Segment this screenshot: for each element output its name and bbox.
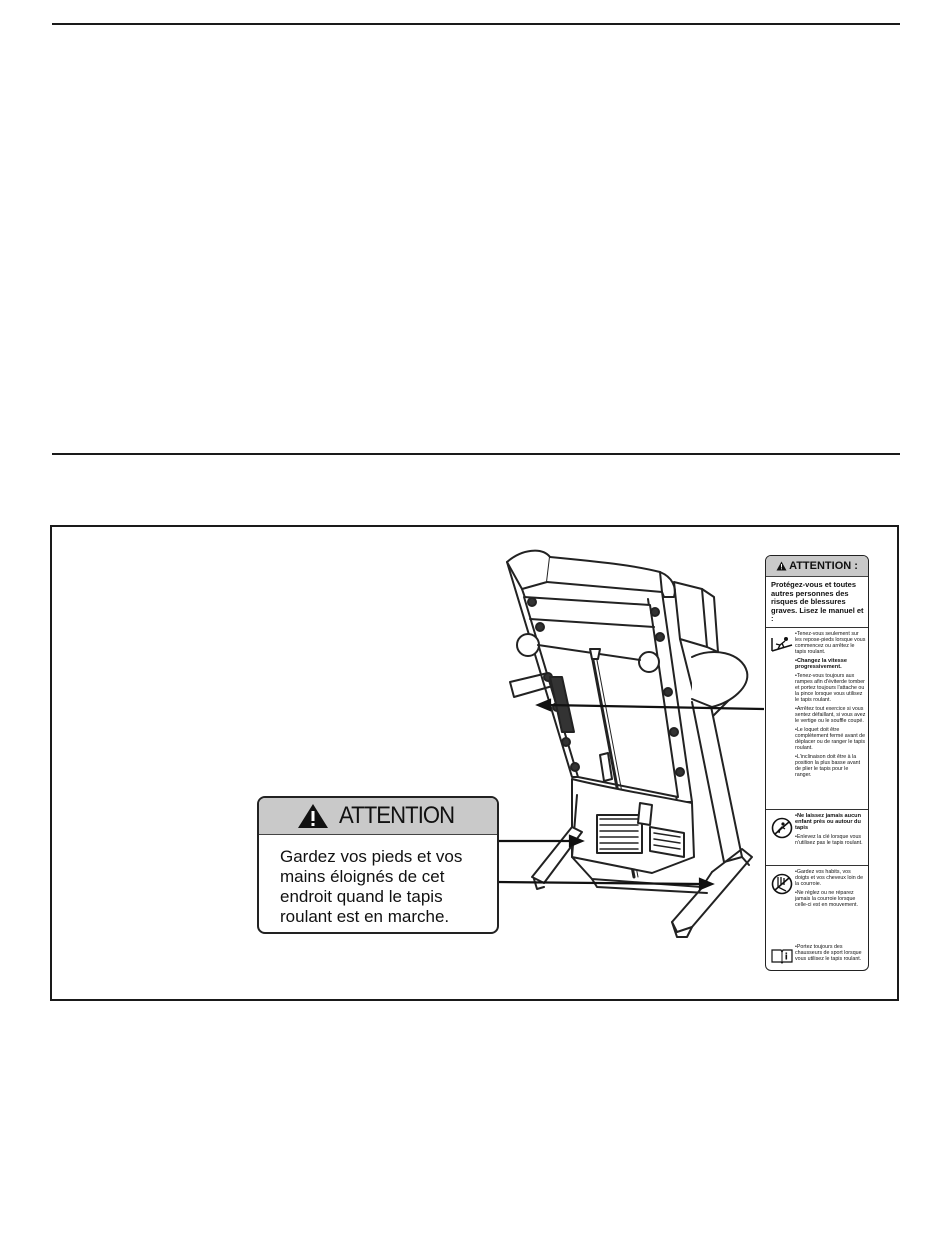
- tall-decal-line: •Tenez-vous toujours aux rampes afin d'éviterde tomber et portez toujours l'attache ou la pince lorsque vous utilisez le tapis roulant.: [795, 672, 865, 703]
- tall-decal-section-treadmill: [766, 627, 868, 809]
- tall-decal-line: •Enlevez la clé lorsque vous n'utilisez pas le tapis roulant.: [795, 833, 863, 846]
- large-decal-header: [259, 798, 497, 835]
- large-decal-title: ATTENTION: [339, 802, 455, 829]
- tall-attention-decal: [765, 555, 869, 971]
- tall-decal-line: •L'inclinaison doit être à la position la plus basse avant de plier le tapis pour le ranger.: [795, 753, 861, 778]
- tall-decal-line: •Tenez-vous seulement sur les repose-pieds lorsque vous commencez ou arrêtez le tapis roulant.: [795, 630, 866, 655]
- tall-decal-line: •Ne laissez jamais aucun enfant près ou autour du tapis: [795, 812, 862, 831]
- tall-decal-section-children: [766, 809, 868, 865]
- tall-decal-line: •Portez toujours des chausseurs de sport lorsque vous utilisez le tapis roulant.: [795, 943, 862, 962]
- tall-decal-intro: Protégez-vous et toutes autres personnes des risques de blessures graves. Lisez le manuel et :: [771, 580, 864, 623]
- middle-rule: [52, 453, 900, 455]
- large-attention-decal: [257, 796, 499, 934]
- tall-decal-line: •Changez la vitesse progressivement.: [795, 657, 848, 670]
- manual-book-icon: [769, 944, 795, 965]
- tall-decal-section-entanglement: [766, 865, 868, 941]
- large-decal-text: Gardez vos pieds et vos mains éloignés de cet endroit quand le tapis roulant est en marche.: [280, 847, 463, 926]
- tall-decal-line: •Ne réglez ou ne réparez jamais la courroie lorsque celle-ci est en mouvement.: [795, 889, 859, 908]
- tall-decal-line: •Arrêtez tout exercice si vous sentez défaillant, si vous avez le vertige ou le souffle coupé.: [795, 705, 866, 724]
- no-children-icon: [769, 813, 795, 863]
- tall-decal-line: •Le loquet doit être complètement fermé avant de déplacer ou de ranger le tapis roulant.: [795, 726, 866, 751]
- entanglement-icon: [769, 869, 795, 939]
- tall-decal-title: ATTENTION :: [789, 560, 858, 572]
- tall-decal-line: •Gardez vos habits, vos doigts et vos cheveux loin de la courroie.: [795, 868, 864, 887]
- tall-decal-section-manual: [766, 941, 868, 967]
- warning-triangle-icon: [776, 561, 787, 571]
- top-rule: [52, 23, 900, 25]
- warning-triangle-icon: [296, 802, 330, 830]
- tall-decal-header: [766, 556, 868, 577]
- treadmill-fall-icon: [769, 631, 795, 807]
- warning-decal-figure: [50, 525, 899, 1001]
